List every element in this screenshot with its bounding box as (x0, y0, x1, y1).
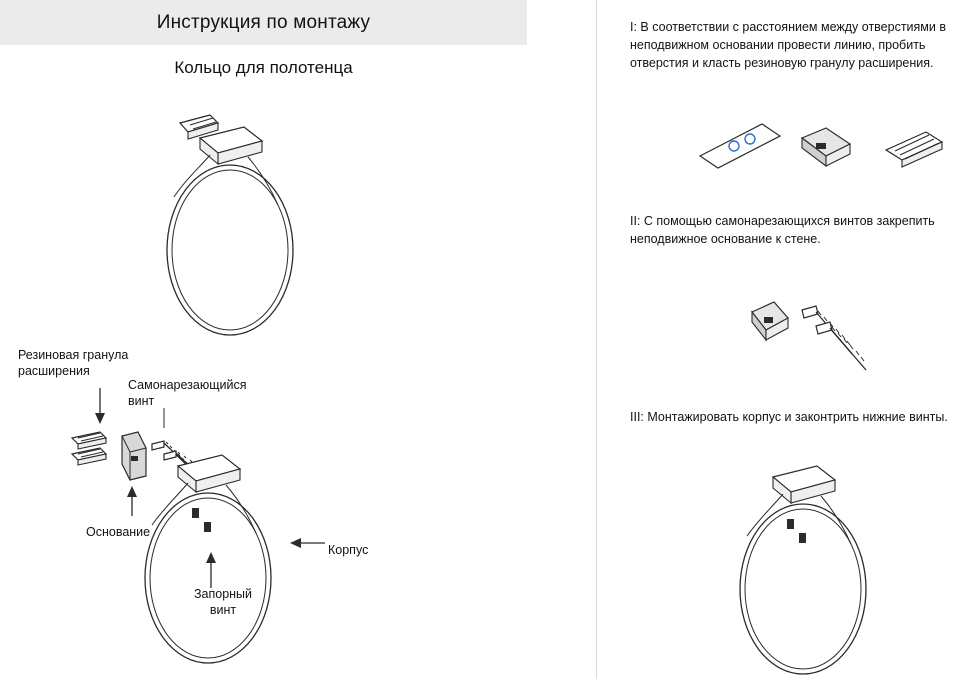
rubber-anchor-icon (72, 432, 106, 465)
arrow-icon (206, 552, 216, 588)
step-3-text: III: Монтажировать корпус и законтрить нижние винты. (630, 410, 948, 424)
label-lock-screw: Запорный винт (193, 587, 253, 617)
label-rubber-granule: Резиновая гранула расширения (18, 348, 129, 378)
arrow-icon (95, 388, 105, 424)
mounting-bracket-icon (802, 128, 850, 166)
arrow-icon (127, 486, 137, 516)
lock-screw-marker (204, 522, 211, 532)
column-divider (596, 0, 597, 679)
label-self-tapping-screw: Самонарезающийся винт (128, 378, 247, 408)
label-body: Корпус (328, 543, 369, 557)
step-2-parts-illustration (740, 290, 920, 380)
wall-plate-icon (700, 124, 780, 168)
arrow-icon (290, 538, 325, 548)
step-3-assembled-illustration (745, 455, 935, 665)
towel-ring-top-illustration (140, 105, 340, 355)
mounting-bracket-icon (752, 302, 788, 340)
towel-ring-exploded-illustration (60, 410, 420, 670)
lock-screw-marker (799, 533, 806, 543)
label-base: Основание (86, 525, 151, 539)
lock-screw-marker (787, 519, 794, 529)
page-title: Инструкция по монтажу (156, 12, 371, 33)
step-1-parts-illustration (690, 110, 970, 190)
step-1-text: I: В соответствии с расстоянием между отверстиями в неподвижном основании провести линию, пробить отверстия и класть резиновую гранулу расширения. (630, 20, 946, 70)
lock-screw-marker (192, 508, 199, 518)
mounting-bracket-icon (122, 432, 146, 480)
page-subtitle: Кольцо для полотенца (174, 58, 353, 77)
screw-icon (816, 322, 866, 370)
rubber-anchor-icon (886, 132, 942, 167)
step-2-text: II: С помощью самонарезающихся винтов закрепить неподвижное основание к стене. (630, 214, 935, 246)
